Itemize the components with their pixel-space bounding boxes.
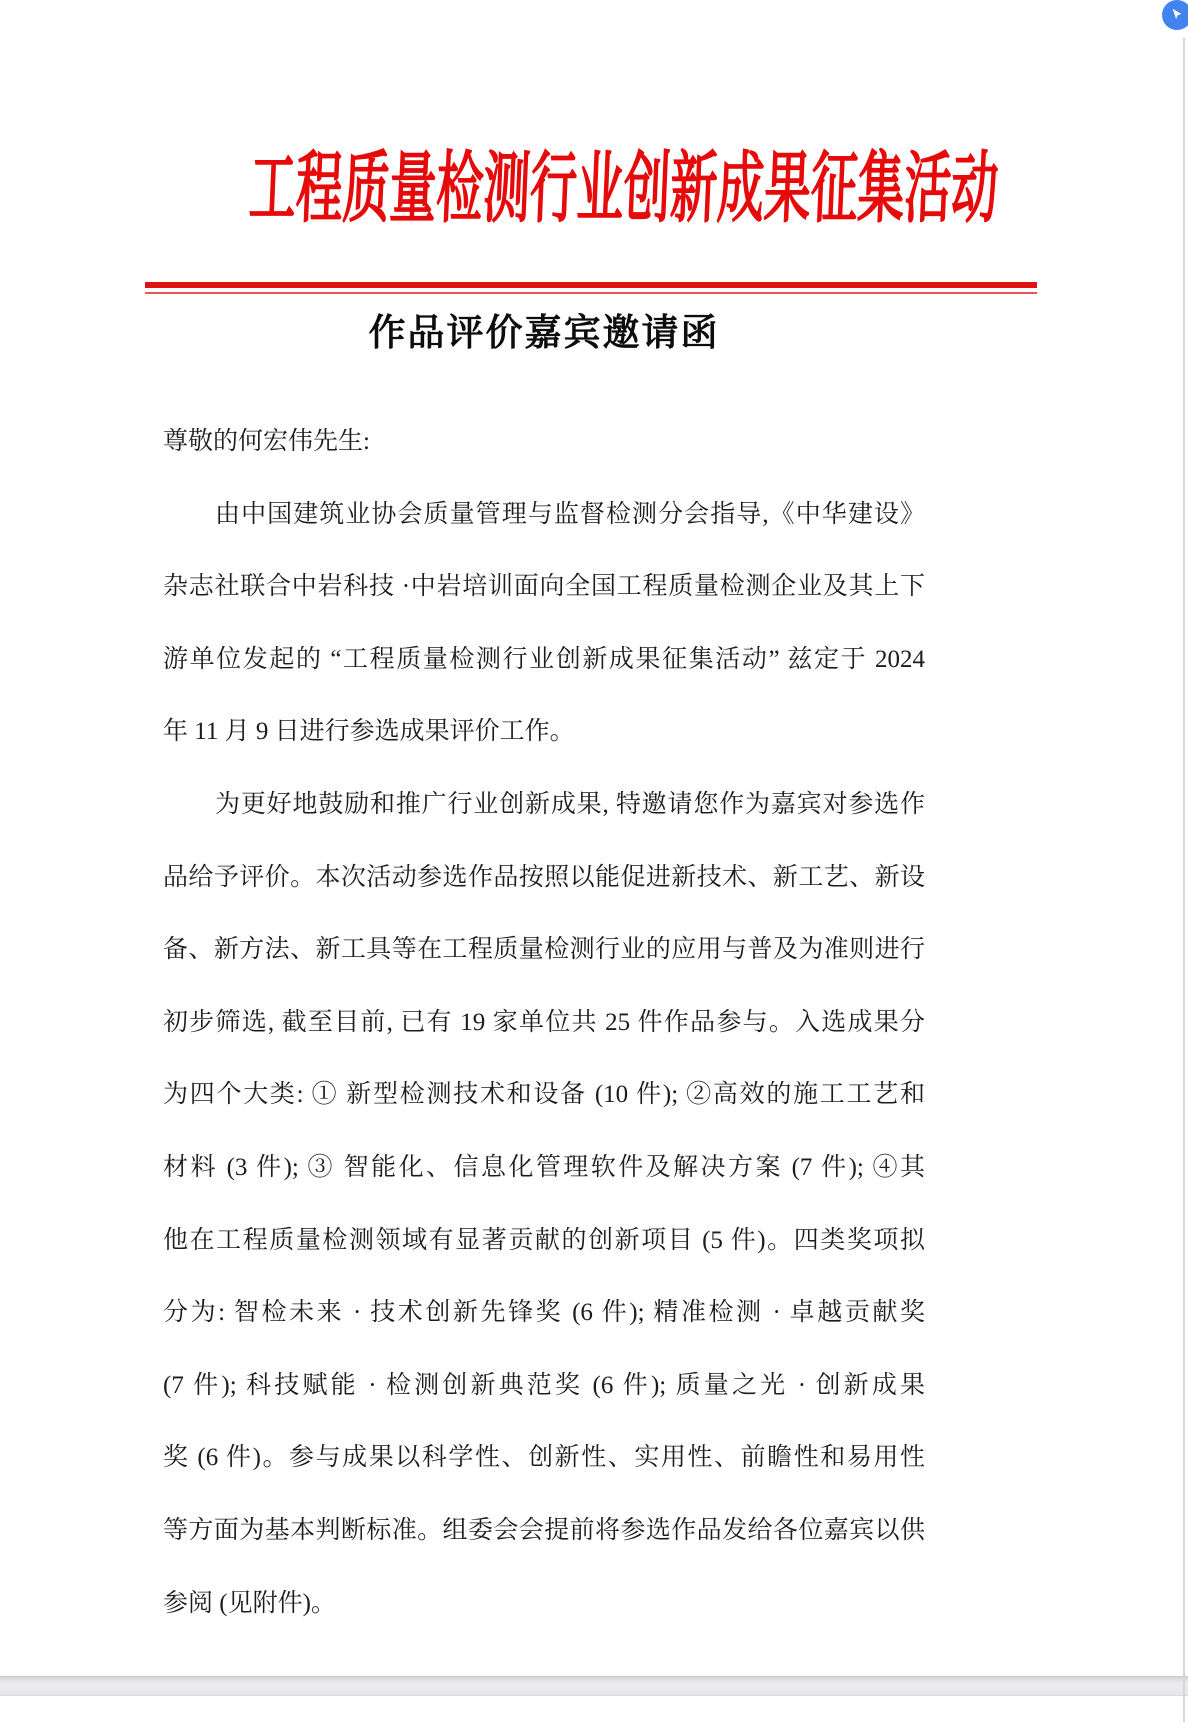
- body-line: 分为: 智检未来 · 技术创新先锋奖 (6 件); 精准检测 · 卓越贡献奖: [163, 1299, 925, 1327]
- page-separator: [0, 1676, 1188, 1696]
- viewer-right-border: [1183, 38, 1185, 1722]
- body-line: 备、新方法、新工具等在工程质量检测行业的应用与普及为准则进行: [163, 936, 925, 964]
- body-line: 年 11 月 9 日进行参选成果评价工作。: [163, 718, 575, 746]
- body-line: 杂志社联合中岩科技 ·中岩培训面向全国工程质量检测企业及其上下: [163, 573, 925, 601]
- body-line: 游单位发起的 “工程质量检测行业创新成果征集活动” 兹定于 2024: [163, 645, 925, 673]
- body-line: 品给予评价。本次活动参选作品按照以能促进新技术、新工艺、新设: [163, 863, 925, 891]
- body-line: 他在工程质量检测领域有显著贡献的创新项目 (5 件)。四类奖项拟: [163, 1226, 925, 1254]
- body-line: 由中国建筑业协会质量管理与监督检测分会指导,《中华建设》: [215, 500, 925, 528]
- cursor-icon: [1170, 7, 1184, 21]
- body-line: (7 件); 科技赋能 · 检测创新典范奖 (6 件); 质量之光 · 创新成果: [163, 1371, 925, 1399]
- banner-title-block: [0, 126, 1100, 238]
- title-divider: [145, 282, 1037, 294]
- letter-title: 作品评价嘉宾邀请函: [368, 313, 720, 354]
- next-page-top: [0, 1696, 1188, 1722]
- greeting-line: 尊敬的何宏伟先生:: [163, 428, 370, 455]
- body-line: 为四个大类: ① 新型检测技术和设备 (10 件); ②高效的施工工艺和: [163, 1081, 925, 1109]
- body-line: 材料 (3 件); ③ 智能化、信息化管理软件及解决方案 (7 件); ④其: [163, 1153, 925, 1181]
- body-line: 初步筛选, 截至目前, 已有 19 家单位共 25 件作品参与。入选成果分: [163, 1008, 925, 1036]
- floating-cursor-badge[interactable]: [1162, 0, 1188, 30]
- letter-body: [163, 406, 925, 1640]
- divider-thick-line: [145, 282, 1037, 288]
- body-line: 参阅 (见附件)。: [163, 1589, 336, 1617]
- body-line: 奖 (6 件)。参与成果以科学性、创新性、实用性、前瞻性和易用性: [163, 1444, 925, 1472]
- body-line: 等方面为基本判断标准。组委会会提前将参选作品发给各位嘉宾以供: [163, 1516, 925, 1544]
- body-line: 为更好地鼓励和推广行业创新成果, 特邀请您作为嘉宾对参选作: [215, 790, 925, 818]
- divider-thin-line: [145, 292, 1037, 294]
- banner-title: 工程质量检测行业创新成果征集活动: [247, 145, 1000, 232]
